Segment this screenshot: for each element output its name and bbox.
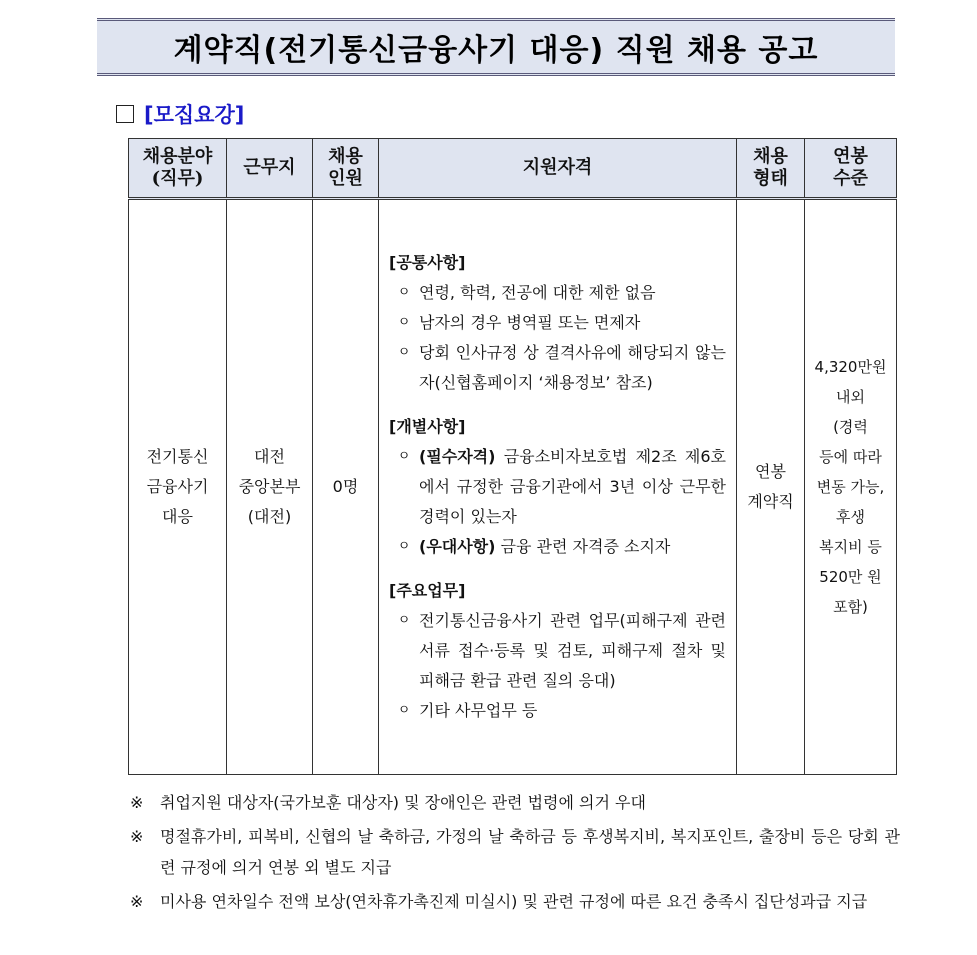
header-count: 채용 인원 bbox=[313, 139, 379, 199]
list-item bbox=[389, 442, 726, 532]
section-heading bbox=[116, 98, 244, 130]
bullet-circle-icon: ㅇ bbox=[397, 539, 411, 554]
cell-type: 연봉 계약직 bbox=[737, 199, 805, 775]
preferred-text: 금융 관련 자격증 소지자 bbox=[495, 537, 671, 556]
list-item: ㅇ 연령, 학력, 전공에 대한 제한 없음 bbox=[389, 278, 726, 308]
notes-section bbox=[130, 787, 900, 920]
list-item: ㅇ 당회 인사규정 상 결격사유에 해당되지 않는 자(신협홈페이지 ‘채용정보’ 참조) bbox=[389, 338, 726, 398]
reference-mark-icon: ※ bbox=[130, 892, 144, 911]
reference-mark-icon: ※ bbox=[130, 793, 144, 812]
bullet-circle-icon: ㅇ bbox=[397, 613, 411, 628]
section-title: [모집요강] bbox=[144, 103, 245, 127]
bullet-circle-icon: ㅇ bbox=[397, 285, 411, 300]
reference-mark-icon: ※ bbox=[130, 827, 144, 846]
table-row bbox=[129, 199, 897, 775]
header-qualification: 지원자격 bbox=[379, 139, 737, 199]
table-header-row bbox=[129, 139, 897, 199]
header-type: 채용 형태 bbox=[737, 139, 805, 199]
common-requirements-heading: [공통사항] bbox=[389, 253, 466, 272]
individual-requirements-heading: [개별사항] bbox=[389, 417, 466, 436]
list-item: ㅇ 남자의 경우 병역필 또는 면제자 bbox=[389, 308, 726, 338]
cell-qualification bbox=[379, 199, 737, 775]
bullet-circle-icon: ㅇ bbox=[397, 703, 411, 718]
bullet-circle-icon: ㅇ bbox=[397, 345, 411, 360]
cell-salary: 4,320만원 내외 (경력 등에 따라 변동 가능, 후생 복지비 등 520만 원 포함) bbox=[805, 199, 897, 775]
header-location: 근무지 bbox=[227, 139, 313, 199]
required-label: (필수자격) bbox=[419, 447, 496, 466]
preferred-label: (우대사항) bbox=[419, 537, 496, 556]
common-requirements bbox=[389, 248, 726, 398]
note-item: ※ 미사용 연차일수 전액 보상(연차휴가촉진제 미실시) 및 관련 규정에 따른 요건 충족시 집단성과급 지급 bbox=[130, 886, 900, 917]
list-item bbox=[389, 532, 726, 562]
checkbox-square-icon bbox=[116, 105, 134, 123]
main-duties bbox=[389, 576, 726, 726]
required-text: 금융소비자보호법 제2조 제6호에서 규정한 금융기관에서 3년 이상 근무한 경력이 있는자 bbox=[419, 447, 726, 526]
recruitment-table bbox=[128, 138, 897, 775]
individual-requirements bbox=[389, 412, 726, 562]
list-item: ㅇ 전기통신금융사기 관련 업무(피해구제 관련 서류 접수·등록 및 검토, 피해구제 절차 및 피해금 환급 관련 질의 응대) bbox=[389, 606, 726, 696]
list-item: ㅇ 기타 사무업무 등 bbox=[389, 696, 726, 726]
bullet-circle-icon: ㅇ bbox=[397, 449, 411, 464]
note-item: ※ 취업지원 대상자(국가보훈 대상자) 및 장애인은 관련 법령에 의거 우대 bbox=[130, 787, 900, 818]
page-title: 계약직(전기통신금융사기 대응) 직원 채용 공고 bbox=[173, 33, 819, 68]
title-banner bbox=[97, 18, 895, 76]
cell-count: 0명 bbox=[313, 199, 379, 775]
bullet-circle-icon: ㅇ bbox=[397, 315, 411, 330]
note-item: ※ 명절휴가비, 피복비, 신협의 날 축하금, 가정의 날 축하금 등 후생복지비, 복지포인트, 출장비 등은 당회 관련 규정에 의거 연봉 외 별도 지급 bbox=[130, 821, 900, 883]
header-field: 채용분야 (직무) bbox=[129, 139, 227, 199]
cell-field: 전기통신 금융사기 대응 bbox=[129, 199, 227, 775]
header-salary: 연봉 수준 bbox=[805, 139, 897, 199]
cell-location: 대전 중앙본부 (대전) bbox=[227, 199, 313, 775]
main-duties-heading: [주요업무] bbox=[389, 581, 466, 600]
